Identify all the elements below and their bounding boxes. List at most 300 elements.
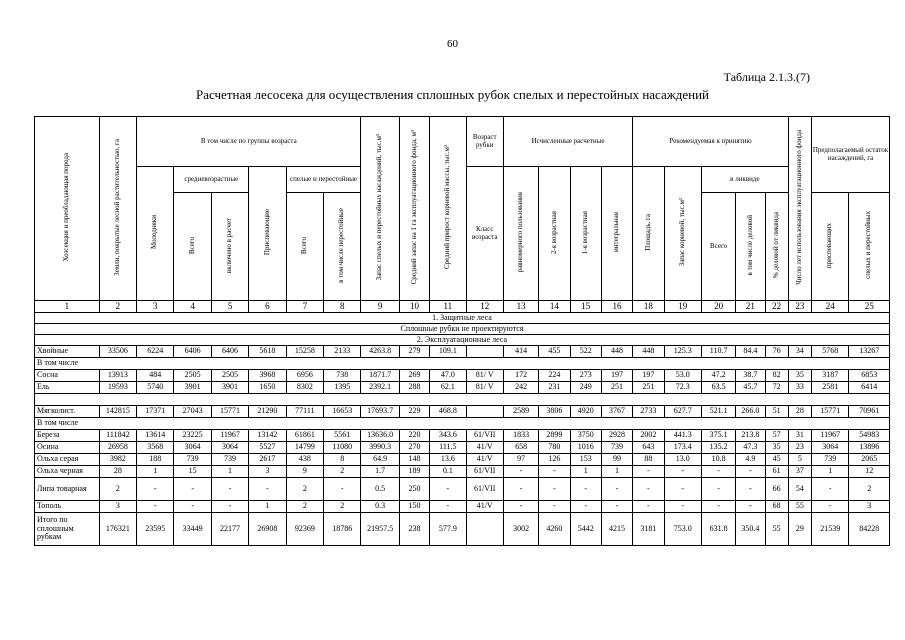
table-row: [35, 478, 890, 501]
column-number: 18: [633, 301, 664, 313]
header-middle-included: включено в расчет: [211, 193, 248, 301]
table-cell: 288: [399, 382, 429, 394]
table-cell: 13636.0: [361, 430, 399, 442]
table-cell: 92369: [286, 513, 323, 546]
in-total-row: [35, 418, 890, 430]
document-title: Расчетная лесосека для осуществления сплошных рубок спелых и перестойных насаждений: [196, 87, 709, 102]
column-number: 21: [736, 301, 765, 313]
header-mature-overmature: в том числе перестойные: [324, 193, 361, 301]
table-cell: 250: [399, 478, 429, 501]
table-cell: 26958: [99, 442, 136, 454]
table-cell: 12: [849, 466, 890, 478]
section-protective: 1. Защитные леса: [35, 313, 890, 324]
table-cell: 251: [633, 382, 664, 394]
table-cell: -: [430, 478, 466, 501]
column-number: 20: [701, 301, 735, 313]
header-integral: интегральная: [601, 167, 632, 301]
column-number: 9: [361, 301, 399, 313]
in-total-label: В том числе: [35, 418, 890, 430]
table-cell: 51: [765, 406, 788, 418]
table-cell: 14799: [286, 442, 323, 454]
header-liquid: в ликвиде: [701, 167, 788, 193]
table-cell: -: [601, 501, 632, 513]
table-cell: 61/VII: [466, 478, 503, 501]
table-cell: 1: [137, 466, 174, 478]
table-cell: 3: [249, 466, 286, 478]
column-number: 12: [466, 301, 503, 313]
row-label: Хвойные: [35, 346, 100, 358]
table-cell: 0.1: [430, 466, 466, 478]
table-cell: -: [633, 478, 664, 501]
table-cell: -: [324, 478, 361, 501]
header-row-1: [35, 117, 890, 167]
table-cell: 88: [633, 454, 664, 466]
row-label: Мягколист.: [35, 406, 100, 418]
table-cell: -: [633, 466, 664, 478]
table-row: [35, 466, 890, 478]
column-number: 4: [174, 301, 211, 313]
row-label: Ольха серая: [35, 454, 100, 466]
table-cell: -: [633, 501, 664, 513]
column-number: 2: [99, 301, 136, 313]
table-cell: 1833: [503, 430, 538, 442]
table-cell: 484: [137, 370, 174, 382]
table-cell: -: [736, 466, 765, 478]
table-cell: 631.8: [701, 513, 735, 546]
table-cell: 9: [286, 466, 323, 478]
column-number: 15: [570, 301, 601, 313]
table-cell: 33449: [174, 513, 211, 546]
header-stock: Запас спелых и перестойных насаждений, тыс.м³: [361, 117, 399, 301]
table-cell: 231: [539, 382, 570, 394]
table-row: [35, 442, 890, 454]
table-cell: 270: [399, 442, 429, 454]
table-cell: 13896: [849, 442, 890, 454]
table-cell: 23: [788, 442, 811, 454]
header-maturing: Приспевающие: [249, 167, 286, 301]
table-cell: 197: [633, 370, 664, 382]
section-not-planned: Сплошные рубки не проектируются: [35, 324, 890, 335]
table-cell: 780: [539, 442, 570, 454]
table-cell: 3187: [812, 370, 849, 382]
header-liquid-percent: % деловой от ликвида: [765, 193, 788, 301]
column-number: 19: [664, 301, 701, 313]
table-cell: 224: [539, 370, 570, 382]
table-cell: 2733: [633, 406, 664, 418]
table-cell: -: [211, 478, 248, 501]
table-cell: 15: [174, 466, 211, 478]
table-cell: -: [701, 501, 735, 513]
column-number: 6: [249, 301, 286, 313]
table-cell: 1: [249, 501, 286, 513]
header-recommended: Рекомендуемая к принятию: [633, 117, 789, 167]
table-cell: 5527: [249, 442, 286, 454]
table-cell: 343.6: [430, 430, 466, 442]
table-cell: [466, 513, 503, 546]
table-cell: 2: [324, 501, 361, 513]
table-cell: 1: [211, 466, 248, 478]
table-cell: 15771: [812, 406, 849, 418]
table-cell: 29: [788, 513, 811, 546]
table-cell: 4263.8: [361, 346, 399, 358]
table-row: [35, 501, 890, 513]
table-cell: 21539: [812, 513, 849, 546]
table-cell: 26908: [249, 513, 286, 546]
column-number: 11: [430, 301, 466, 313]
header-avg-stock: Средний запас на 1 га эксплуатационного фонда, м³: [399, 117, 429, 301]
table-cell: -: [174, 501, 211, 513]
table-cell: 16653: [324, 406, 361, 418]
table-cell: 468.8: [430, 406, 466, 418]
table-cell: 753.0: [664, 513, 701, 546]
table-cell: 213.8: [736, 430, 765, 442]
table-cell: 153: [570, 454, 601, 466]
table-cell: 448: [601, 346, 632, 358]
row-label: Итого по сплошным рубкам: [35, 513, 100, 546]
table-cell: 2505: [174, 370, 211, 382]
table-cell: 1395: [324, 382, 361, 394]
header-middle-total: Всего: [174, 193, 211, 301]
table-cell: 35: [788, 370, 811, 382]
table-cell: 22177: [211, 513, 248, 546]
column-number: 8: [324, 301, 361, 313]
header-avg-increment: Средний прирост корневой массы, тыс.м³: [430, 117, 466, 301]
column-number: 25: [849, 301, 890, 313]
header-middle-aged: средневозрастные: [174, 167, 249, 193]
table-cell: 2899: [539, 430, 570, 442]
table-cell: 82: [765, 370, 788, 382]
table-cell: 3806: [539, 406, 570, 418]
table-cell: 6406: [211, 346, 248, 358]
table-cell: 0.5: [361, 478, 399, 501]
table-cell: 61/VII: [466, 466, 503, 478]
table-cell: 441.3: [664, 430, 701, 442]
table-cell: 10.8: [701, 454, 735, 466]
header-uniform: равномерного пользования: [503, 167, 538, 301]
table-cell: 11967: [211, 430, 248, 442]
table-cell: 23225: [174, 430, 211, 442]
in-total-row: [35, 358, 890, 370]
table-cell: 273: [570, 370, 601, 382]
table-cell: 1.7: [361, 466, 399, 478]
header-liquid-business: в том числе деловой: [736, 193, 765, 301]
cutting-area-table: [34, 116, 890, 546]
table-cell: -: [503, 466, 538, 478]
table-cell: 13.6: [430, 454, 466, 466]
table-cell: 61861: [286, 430, 323, 442]
table-cell: -: [503, 478, 538, 501]
table-cell: -: [539, 501, 570, 513]
table-cell: 1: [601, 466, 632, 478]
row-label: Липа товарная: [35, 478, 100, 501]
table-cell: 23595: [137, 513, 174, 546]
table-cell: 739: [601, 442, 632, 454]
table-cell: 627.7: [664, 406, 701, 418]
table-cell: 448: [633, 346, 664, 358]
table-cell: 738: [324, 370, 361, 382]
table-cell: -: [701, 466, 735, 478]
table-cell: 77111: [286, 406, 323, 418]
table-cell: 238: [399, 513, 429, 546]
table-cell: 61: [765, 466, 788, 478]
section-exploitation: 2. Эксплуатационные леса: [35, 335, 890, 346]
table-cell: 2505: [211, 370, 248, 382]
table-cell: 229: [399, 406, 429, 418]
table-cell: 2: [99, 478, 136, 501]
spacer-row: [35, 394, 890, 406]
table-cell: 126: [539, 454, 570, 466]
table-cell: 13913: [99, 370, 136, 382]
header-area: Земли, покрытые лесной растительностью, га: [99, 117, 136, 301]
table-number: Таблица 2.1.3.(7): [723, 70, 810, 84]
header-young: Молодняки: [137, 167, 174, 301]
table-cell: 13.0: [664, 454, 701, 466]
table-cell: -: [174, 478, 211, 501]
table-cell: -: [539, 478, 570, 501]
header-rec-stock: Запас корневой, тыс.м³: [664, 167, 701, 301]
table-cell: 68: [765, 501, 788, 513]
table-cell: 266.0: [736, 406, 765, 418]
table-cell: 2: [286, 501, 323, 513]
table-cell: 54: [788, 478, 811, 501]
table-cell: 4.9: [736, 454, 765, 466]
table-cell: 19593: [99, 382, 136, 394]
table-cell: 84.4: [736, 346, 765, 358]
table-cell: 176321: [99, 513, 136, 546]
header-mature-total: Всего: [286, 193, 323, 301]
row-label: Сосна: [35, 370, 100, 382]
header-species: Хозсекция и преобладающая порода: [35, 117, 100, 301]
table-cell: -: [570, 478, 601, 501]
table-cell: 45.7: [736, 382, 765, 394]
table-cell: 63.5: [701, 382, 735, 394]
table-cell: 38.7: [736, 370, 765, 382]
table-cell: 739: [174, 454, 211, 466]
table-cell: 2617: [249, 454, 286, 466]
table-cell: 5768: [812, 346, 849, 358]
header-rem-mature: спелых и перестойных: [849, 193, 890, 301]
column-number: 22: [765, 301, 788, 313]
table-cell: 3064: [211, 442, 248, 454]
table-cell: 27043: [174, 406, 211, 418]
table-cell: -: [701, 478, 735, 501]
table-cell: 0.3: [361, 501, 399, 513]
table-cell: 6853: [849, 370, 890, 382]
table-cell: 3901: [174, 382, 211, 394]
row-label: Ольха черная: [35, 466, 100, 478]
table-cell: 1016: [570, 442, 601, 454]
table-cell: 11967: [812, 430, 849, 442]
table-cell: -: [539, 466, 570, 478]
table-cell: 3: [99, 501, 136, 513]
table-cell: -: [664, 478, 701, 501]
table-cell: 3982: [99, 454, 136, 466]
column-number: 7: [286, 301, 323, 313]
table-cell: 414: [503, 346, 538, 358]
table-cell: -: [570, 501, 601, 513]
table-cell: 70961: [849, 406, 890, 418]
table-cell: 188: [137, 454, 174, 466]
table-cell: -: [812, 501, 849, 513]
table-cell: 3901: [211, 382, 248, 394]
header-age-groups: В том числе по группы возраста: [137, 117, 361, 167]
table-cell: 45: [765, 454, 788, 466]
table-cell: 109.1: [430, 346, 466, 358]
in-total-label: В том числе: [35, 358, 890, 370]
table-cell: 3767: [601, 406, 632, 418]
table-cell: 8: [324, 454, 361, 466]
table-cell: 35: [765, 442, 788, 454]
table-cell: 2133: [324, 346, 361, 358]
table-cell: 2392.1: [361, 382, 399, 394]
table-cell: -: [812, 478, 849, 501]
row-label: Береза: [35, 430, 100, 442]
table-cell: 41/V: [466, 442, 503, 454]
table-cell: 66: [765, 478, 788, 501]
row-label: Тополь: [35, 501, 100, 513]
table-cell: 3750: [570, 430, 601, 442]
column-number: 3: [137, 301, 174, 313]
header-liquid-total: Всего: [701, 193, 735, 301]
table-cell: 41/V: [466, 454, 503, 466]
table-cell: 21957.5: [361, 513, 399, 546]
table-cell: 150: [399, 501, 429, 513]
table-cell: 6224: [137, 346, 174, 358]
table-cell: 220: [399, 430, 429, 442]
table-cell: 111842: [99, 430, 136, 442]
table-cell: 577.9: [430, 513, 466, 546]
spacer-cell: [35, 394, 890, 406]
table-cell: 2: [849, 478, 890, 501]
table-cell: 173.4: [664, 442, 701, 454]
table-row: [35, 513, 890, 546]
header-mature: спелые и перестойные: [286, 167, 361, 193]
table-cell: 47.3: [736, 442, 765, 454]
table-cell: [466, 346, 503, 358]
table-cell: 4260: [539, 513, 570, 546]
table-cell: 522: [570, 346, 601, 358]
table-cell: 643: [633, 442, 664, 454]
table-cell: 64.9: [361, 454, 399, 466]
table-cell: 1650: [249, 382, 286, 394]
column-number: 16: [601, 301, 632, 313]
table-cell: 18786: [324, 513, 361, 546]
table-cell: 2002: [633, 430, 664, 442]
table-cell: 658: [503, 442, 538, 454]
table-cell: 3064: [174, 442, 211, 454]
table-cell: 2589: [503, 406, 538, 418]
table-cell: 5618: [249, 346, 286, 358]
table-cell: 249: [570, 382, 601, 394]
table-cell: 41/V: [466, 501, 503, 513]
table-cell: -: [211, 501, 248, 513]
table-cell: 739: [211, 454, 248, 466]
table-row: [35, 382, 890, 394]
table-cell: 34: [788, 346, 811, 358]
table-cell: 72: [765, 382, 788, 394]
table-cell: 17693.7: [361, 406, 399, 418]
table-cell: -: [601, 478, 632, 501]
table-cell: 33506: [99, 346, 136, 358]
table-cell: -: [503, 501, 538, 513]
table-cell: 521.1: [701, 406, 735, 418]
table-cell: -: [137, 478, 174, 501]
table-cell: 55: [765, 513, 788, 546]
column-number: 24: [812, 301, 849, 313]
table-cell: 47.0: [430, 370, 466, 382]
column-number: 10: [399, 301, 429, 313]
table-cell: 28: [99, 466, 136, 478]
header-age1: 1-я возрастная: [570, 167, 601, 301]
table-cell: 6406: [174, 346, 211, 358]
table-cell: 17371: [137, 406, 174, 418]
table-cell: [466, 406, 503, 418]
table-cell: 251: [601, 382, 632, 394]
table-cell: 142815: [99, 406, 136, 418]
table-cell: 57: [765, 430, 788, 442]
table-cell: 2: [286, 478, 323, 501]
table-cell: 3968: [249, 370, 286, 382]
row-label: Ель: [35, 382, 100, 394]
table-row: [35, 454, 890, 466]
table-cell: 28: [788, 406, 811, 418]
table-cell: 242: [503, 382, 538, 394]
table-cell: 375.1: [701, 430, 735, 442]
table-cell: 3064: [812, 442, 849, 454]
table-cell: 81/ V: [466, 382, 503, 394]
column-numbers-row: [35, 301, 890, 313]
table-cell: -: [664, 466, 701, 478]
table-cell: 3181: [633, 513, 664, 546]
table-cell: 172: [503, 370, 538, 382]
table-cell: 197: [601, 370, 632, 382]
table-cell: 2065: [849, 454, 890, 466]
table-cell: 81/ V: [466, 370, 503, 382]
table-row: [35, 406, 890, 418]
table-cell: 21290: [249, 406, 286, 418]
header-age-class: Класс возраста: [466, 167, 503, 301]
table-cell: 5561: [324, 430, 361, 442]
table-cell: 350.4: [736, 513, 765, 546]
table-cell: 1: [570, 466, 601, 478]
table-row: [35, 370, 890, 382]
column-number: 1: [35, 301, 100, 313]
table-cell: 13142: [249, 430, 286, 442]
table-cell: 31: [788, 430, 811, 442]
table-cell: 55: [788, 501, 811, 513]
table-cell: 8302: [286, 382, 323, 394]
column-number: 23: [788, 301, 811, 313]
table-cell: 135.2: [701, 442, 735, 454]
table-cell: 1871.7: [361, 370, 399, 382]
table-cell: 76: [765, 346, 788, 358]
table-cell: 47.2: [701, 370, 735, 382]
table-row: [35, 346, 890, 358]
table-cell: 4215: [601, 513, 632, 546]
header-rem-maturing: приспевающих: [812, 193, 849, 301]
table-cell: 37: [788, 466, 811, 478]
table-cell: 97: [503, 454, 538, 466]
table-cell: 6414: [849, 382, 890, 394]
table-cell: 110.7: [701, 346, 735, 358]
table-cell: 1: [812, 466, 849, 478]
header-years: Число лет использования эксплуатационного фонда: [788, 117, 811, 301]
table-cell: 62.1: [430, 382, 466, 394]
table-cell: 455: [539, 346, 570, 358]
table-cell: 5740: [137, 382, 174, 394]
table-cell: 125.3: [664, 346, 701, 358]
table-cell: 2581: [812, 382, 849, 394]
